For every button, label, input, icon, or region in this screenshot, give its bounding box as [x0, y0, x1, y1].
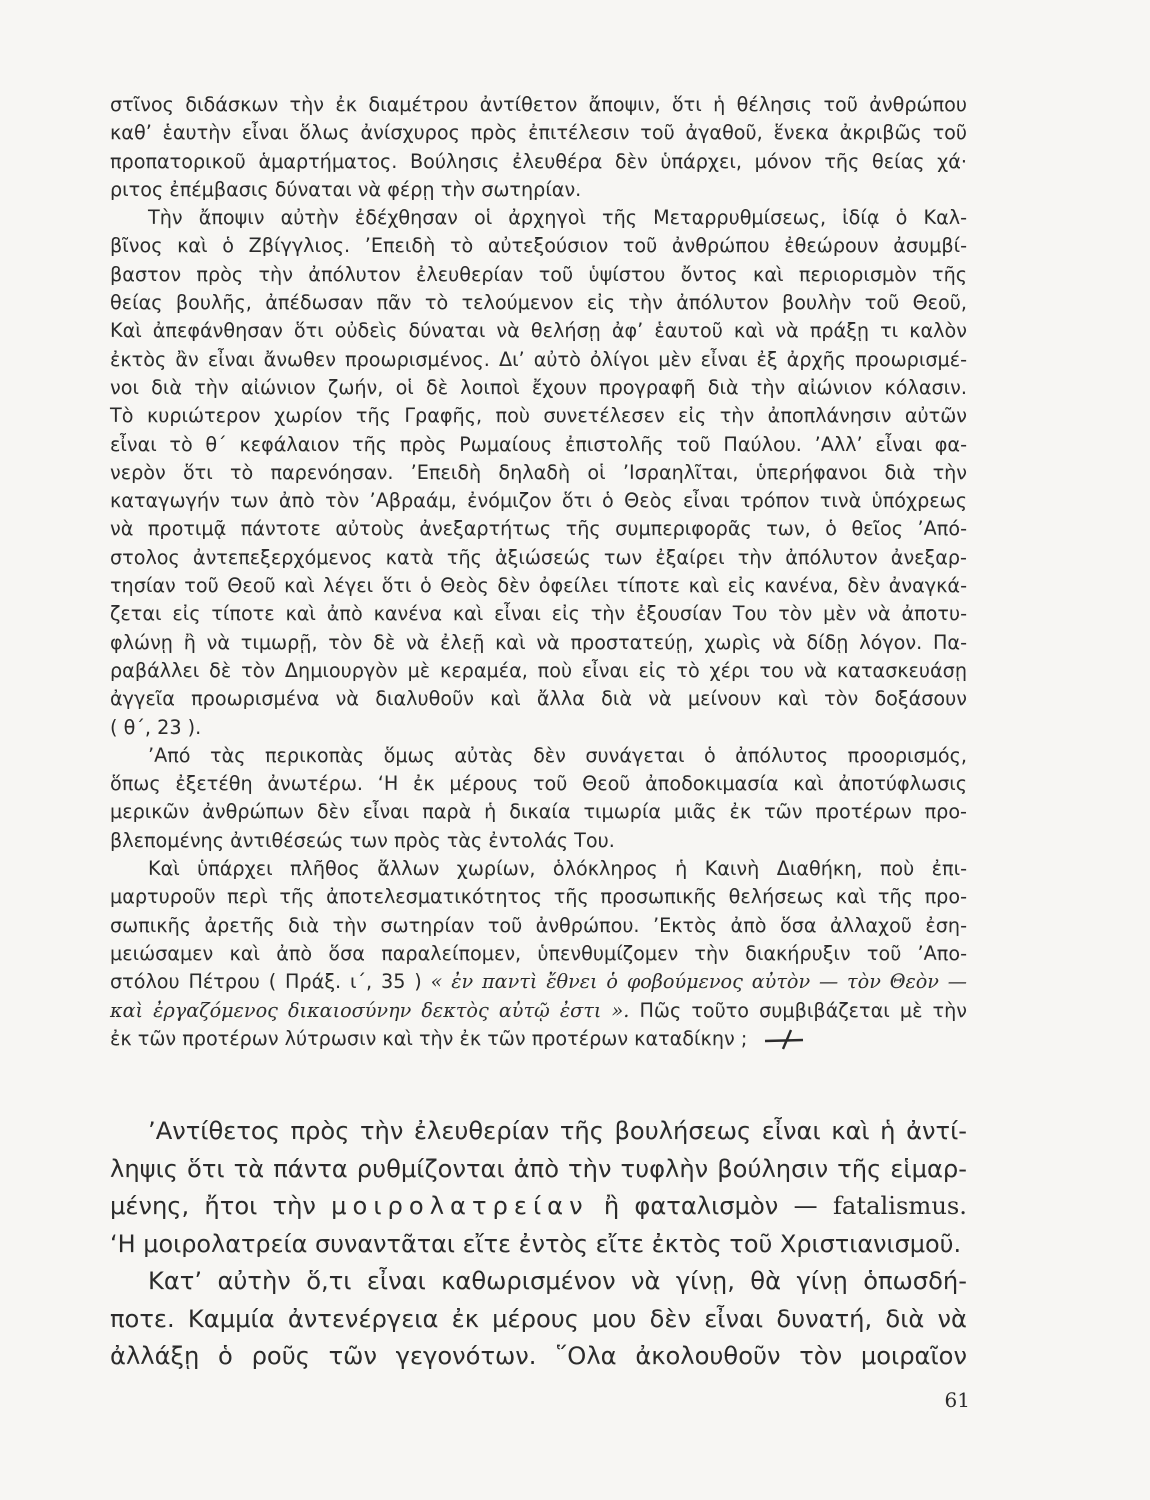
text-line: προπατορικοῦ ἁμαρτήματος. Βούλησις ἐλευθέρα δὲν ὑπάρχει, μόνον τῆς θείας χά· [110, 149, 967, 173]
text-line: μειώσαμεν καὶ ἀπὸ ὅσα παραλείπομεν, ὑπενθυμίζομεν τὴν διακήρυξιν τοῦ ’Απο- [110, 941, 967, 965]
text-line: φλώνῃ ἢ νὰ τιμωρῇ, τὸν δὲ νὰ ἐλεῇ καὶ νὰ προστατεύῃ, χωρὶς νὰ δίδῃ λόγον. Πα- [110, 630, 967, 654]
section-end-mark [763, 1028, 805, 1050]
text-line: ’Από τὰς περικοπὰς ὅμως αὐτὰς δὲν συνάγεται ὁ ἀπόλυτος προορισμός, [148, 743, 967, 767]
text-line: καταγωγήν των ἀπὸ τὸν ’Αβραάμ, ἐνόμιζον ὅτι ὁ Θεὸς εἶναι τρόπον τινὰ ὑπόχρεως [110, 489, 967, 513]
line-plain: μένης, ἤτοι τὴν [110, 1192, 332, 1220]
text-line: ἀλλάξῃ ὁ ροῦς τῶν γεγονότων. ῞Ολα ἀκολουθοῦν τὸν μοιραῖον [110, 1342, 967, 1370]
text-line [110, 1188, 967, 1226]
latin-term: fatalismus. [832, 1192, 967, 1220]
page-number: 61 [944, 1388, 970, 1412]
text-line: εἶναι τὸ θ΄ κεφάλαιον τῆς πρὸς Ρωμαίους ἐπιστολῆς τοῦ Παύλου. ’Αλλ’ εἶναι φα- [110, 432, 967, 456]
text-line: ραβάλλει δὲ τὸν Δημιουργὸν μὲ κεραμέα, ποὺ εἶναι εἰς τὸ χέρι του νὰ κατασκευάσῃ [110, 658, 967, 682]
body-text-large [110, 1113, 967, 1376]
scripture-quote: « ἐν παντὶ ἔθνει ὁ φοβούμενος αὐτὸν — τὸν Θεὸν — [430, 970, 967, 994]
line-plain: Πῶς τοῦτο συμβιβάζεται μὲ τὴν [629, 998, 967, 1022]
text-line: νοι διὰ τὴν αἰώνιον ζωήν, οἱ δὲ λοιποὶ ἔχουν προγραφῆ διὰ τὴν αἰώνιον κόλασιν. [110, 375, 967, 399]
text-line: σωπικῆς ἀρετῆς διὰ τὴν σωτηρίαν τοῦ ἀνθρώπου. ’Εκτὸς ἀπὸ ὅσα ἀλλαχοῦ ἐση- [110, 913, 967, 937]
text-line: βαστον πρὸς τὴν ἀπόλυτον ἐλευθερίαν τοῦ ὑψίστου ὄντος καὶ περιορισμὸν τῆς [110, 262, 967, 286]
line-plain: στόλου Πέτρου ( Πράξ. ι΄, 35 ) [110, 970, 431, 994]
text-line: βλεπομένης ἀντιθέσεώς των πρὸς τὰς ἐντολάς Του. [110, 828, 615, 852]
text-line: στῖνος διδάσκων τὴν ἐκ διαμέτρου ἀντίθετον ἄποψιν, ὅτι ἡ θέλησις τοῦ ἀνθρώπου [110, 93, 967, 116]
text-line: νερὸν ὅτι τὸ παρενόησαν. ’Επειδὴ δηλαδὴ οἱ ’Ισραηλῖται, ὑπερήφανοι διὰ τὴν [110, 460, 967, 484]
text-line: Τὸ κυριώτερον χωρίον τῆς Γραφῆς, ποὺ συνετέλεσεν εἰς τὴν ἀποπλάνησιν αὐτῶν [110, 404, 967, 428]
text-line [110, 997, 967, 1025]
text-line: καθ’ ἑαυτὴν εἶναι ὅλως ἀνίσχυρος πρὸς ἐπιτέλεσιν τοῦ ἀγαθοῦ, ἕνεκα ἀκριβῶς τοῦ [110, 121, 967, 145]
text-line: Τὴν ἄποψιν αὐτὴν ἐδέχθησαν οἱ ἀρχηγοὶ τῆς Μεταρρυθμίσεως, ἰδίᾳ ὁ Καλ- [148, 206, 967, 230]
text-line: ποτε. Καμμία ἀντενέργεια ἐκ μέρους μου δὲν εἶναι δυνατή, διὰ νὰ [110, 1304, 967, 1333]
text-line: ( θ΄, 23 ). [110, 715, 202, 739]
text-line: ’Αντίθετος πρὸς τὴν ἐλευθερίαν τῆς βουλήσεως εἶναι καὶ ἡ ἀντί- [148, 1117, 967, 1145]
scripture-quote: καὶ ἐργαζόμενος δικαιοσύνην δεκτὸς αὐτῷ ἐστι ». [110, 998, 630, 1022]
text-line: ‘Η μοιρολατρεία συναντᾶται εἴτε ἐντὸς εἴτε ἐκτὸς τοῦ Χριστιανισμοῦ. [110, 1229, 962, 1258]
line-plain: ἐκ τῶν προτέρων λύτρωσιν καὶ τὴν ἐκ τῶν προτέρων καταδίκην ; [110, 1026, 748, 1050]
text-line: Κατ’ αὐτὴν ὅ,τι εἶναι καθωρισμένον νὰ γίνῃ, θὰ γίνῃ ὁπωσδή- [148, 1267, 967, 1295]
text-line: Καὶ ὑπάρχει πλῆθος ἄλλων χωρίων, ὁλόκληρος ἡ Καινὴ Διαθήκη, ποὺ ἐπι- [148, 857, 967, 881]
text-line: βῖνος καὶ ὁ Ζβίγγλιος. ’Επειδὴ τὸ αὐτεξούσιον τοῦ ἀνθρώπου ἐθεώρουν ἀσυμβί- [110, 234, 967, 258]
line-plain: ἢ φαταλισμὸν — [588, 1192, 833, 1220]
text-line: ληψις ὅτι τὰ πάντα ρυθμίζονται ἀπὸ τὴν τυφλὴν βούλησιν τῆς εἱμαρ- [110, 1154, 967, 1183]
text-line: μερικῶν ἀνθρώπων δὲν εἶναι παρὰ ἡ δικαία τιμωρία μιᾶς ἐκ τῶν προτέρων προ- [110, 800, 967, 824]
text-line: ἀγγεῖα προωρισμένα νὰ διαλυθοῦν καὶ ἄλλα διὰ νὰ μείνουν καὶ τὸν δοξάσουν [110, 687, 967, 711]
text-line [110, 1025, 967, 1053]
text-line: στολος ἀντεπεξερχόμενος κατὰ τῆς ἀξιώσεώς των ἐξαίρει τὴν ἀπόλυτον ἀνεξαρ- [110, 545, 967, 569]
text-line: ὅπως ἐξετέθη ἀνωτέρω. ‘Η ἐκ μέρους τοῦ Θεοῦ ἀποδοκιμασία καὶ ἀποτύφλωσις [110, 772, 967, 796]
text-line [110, 968, 967, 996]
text-line: ριτος ἐπέμβασις δύναται νὰ φέρῃ τὴν σωτηρίαν. [110, 177, 582, 201]
text-line: μαρτυροῦν περὶ τῆς ἀποτελεσματικότητος τῆς προσωπικῆς θελήσεως καὶ τῆς προ- [110, 885, 967, 909]
spaced-term: μοιρολατρείαν [331, 1192, 589, 1220]
text-line: τησίαν τοῦ Θεοῦ καὶ λέγει ὅτι ὁ Θεὸς δὲν ὀφείλει τίποτε καὶ εἰς κανένα, δὲν ἀναγκά- [110, 574, 967, 598]
body-text-small [110, 91, 967, 1053]
text-line: ζεται εἰς τίποτε καὶ ἀπὸ κανένα καὶ εἶναι εἰς τὴν ἐξουσίαν Του τὸν μὲν νὰ ἀποτυ- [110, 602, 967, 626]
text-line: θείας βουλῆς, ἀπέδωσαν πᾶν τὸ τελούμενον εἰς τὴν ἀπόλυτον βουλὴν τοῦ Θεοῦ, [110, 291, 967, 315]
text-line: νὰ προτιμᾷ πάντοτε αὐτοὺς ἀνεξαρτήτως τῆς συμπεριφορᾶς των, ὁ θεῖος ’Από- [110, 517, 967, 541]
text-line: Καὶ ἀπεφάνθησαν ὅτι οὐδεὶς δύναται νὰ θελήσῃ ἀφ’ ἑαυτοῦ καὶ νὰ πράξῃ τι καλὸν [110, 319, 967, 343]
text-line: ἐκτὸς ἂν εἶναι ἄνωθεν προωρισμένος. Δι’ αὐτὸ ὀλίγοι μὲν εἶναι ἐξ ἀρχῆς προωρισμέ- [110, 347, 967, 371]
